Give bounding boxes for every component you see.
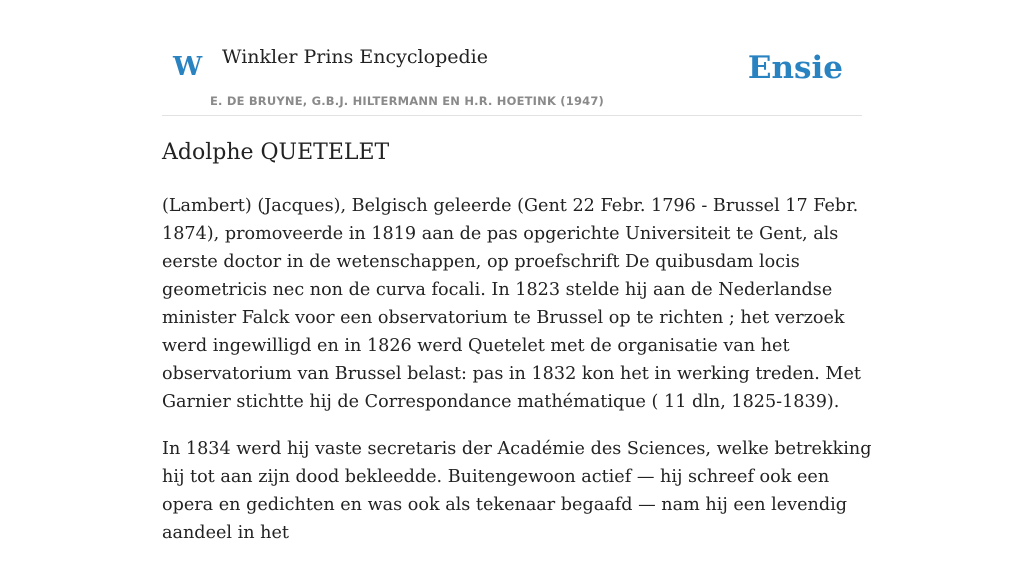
article-paragraph-1: (Lambert) (Jacques), Belgisch geleerde (Gent 22 Febr. 1796 - Brussel 17 Febr. 1874), promoveerde in 1819 aan de pas opgerichte Universiteit te Gent, als eerste doctor in de wetenschappen, op proefschrift De quibusdam locis geometricis nec non de curva focali. In 1823 stelde hij aan de Nederlandse minister Falck voor een observatorium te Brussel op te richten ; het verzoek werd ingewilligd en in 1826 werd Quetelet met de organisatie van het observatorium van Brussel belast: pas in 1832 kon het in werking treden. Met Garnier stichtte hij de Correspondance mathématique ( 11 dln, 1825-1839).: [162, 196, 861, 412]
article-title: Adolphe QUETELET: [162, 140, 390, 165]
article-paragraph-2: In 1834 werd hij vaste secretaris der Académie des Sciences, welke betrekking hij tot aan zijn dood bekleedde. Buitengewoon actief — hij schreef ook een opera en gedichten en was ook als tekenaar begaafd — nam hij een levendig aandeel in het: [162, 439, 872, 543]
article-body: [162, 192, 872, 566]
site-title[interactable]: Winkler Prins Encyclopedie: [222, 46, 488, 68]
brand-logo[interactable]: Ensie: [747, 50, 843, 86]
site-header: [162, 40, 862, 116]
site-subtitle: E. DE BRUYNE, G.B.J. HILTERMANN EN H.R. HOETINK (1947): [210, 94, 605, 108]
site-logo-icon[interactable]: W: [173, 52, 203, 82]
